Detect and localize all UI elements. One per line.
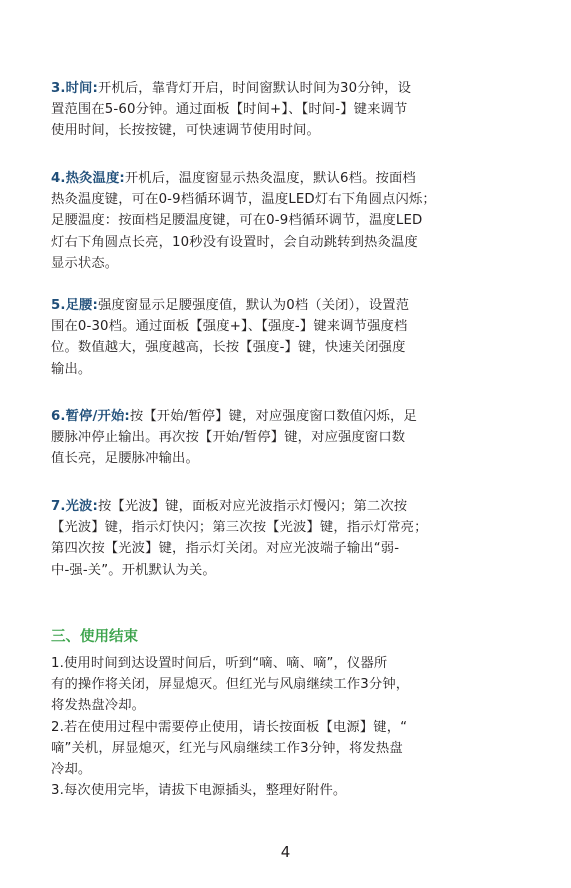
item-line: 置范围在5-60分钟。通过面板【时间+】、【时间-】键来调节 — [51, 102, 408, 118]
item-heat-temperature — [51, 168, 525, 274]
end-of-use-list — [51, 653, 525, 801]
section-title: 三、使用结束 — [51, 629, 138, 645]
item-line: 7.光波:按【光波】键，面板对应光波指示灯慢闪；第二次按 — [51, 499, 408, 514]
item-lead: 4.热灸温度: — [51, 171, 125, 186]
item-lead: 6.暂停/开始: — [51, 409, 130, 424]
item-line: 【光波】键，指示灯快闪；第三次按【光波】键，指示灯常亮； — [51, 520, 428, 536]
list-line: 将发热盘冷却。 — [51, 698, 146, 714]
item-line: 显示状态。 — [51, 255, 119, 271]
item-line: 灯右下角圆点长亮，10秒没有设置时，会自动跳转到热灸温度 — [51, 234, 418, 250]
list-line: 3.每次使用完毕，请拔下电源插头，整理好附件。 — [51, 783, 347, 799]
list-line: 有的操作将关闭，屏显熄灭。但红光与风扇继续工作3分钟， — [51, 677, 410, 693]
item-line: 使用时间，长按按键，可快速调节使用时间。 — [51, 123, 320, 139]
list-line: 冷却。 — [51, 762, 92, 778]
list-line: 2.若在使用过程中需要停止使用，请长按面板【电源】键，“ — [51, 719, 408, 735]
item-line: 位。数值越大，强度越高，长按【强度-】键，快速关闭强度 — [51, 340, 406, 356]
item-lead: 7.光波: — [51, 499, 98, 514]
item-lead: 5.足腰: — [51, 298, 98, 313]
item-line: 输出。 — [51, 361, 92, 377]
item-line: 值长亮，足腰脉冲输出。 — [51, 451, 199, 467]
item-line: 5.足腰:强度窗显示足腰强度值，默认为0档（关闭），设置范 — [51, 298, 410, 313]
item-lead: 3.时间: — [51, 81, 98, 96]
item-line: 足腰温度：按面档足腰温度键，可在0-9档循环调节，温度LED — [51, 213, 423, 229]
item-time — [51, 78, 525, 142]
page-number: 4 — [280, 843, 291, 861]
item-line: 4.热灸温度:开机后，温度窗显示热灸温度，默认6档。按面档 — [51, 171, 416, 186]
item-foot-waist — [51, 295, 525, 380]
list-line: 嘀”关机，屏显熄灭，红光与风扇继续工作3分钟，将发热盘 — [51, 740, 403, 756]
item-line: 热灸温度键，可在0-9档循环调节，温度LED灯右下角圆点闪烁； — [51, 192, 436, 208]
item-line: 3.时间:开机后，靠背灯开启，时间窗默认时间为30分钟，设 — [51, 81, 412, 96]
item-line: 6.暂停/开始:按【开始/暂停】键，对应强度窗口数值闪烁，足 — [51, 409, 417, 424]
list-line: 1.使用时间到达设置时间后，听到“嘀、嘀、嘀”，仪器所 — [51, 656, 388, 671]
item-line: 第四次按【光波】键，指示灯关闭。对应光波端子输出“弱- — [51, 541, 400, 557]
item-light-wave — [51, 496, 525, 581]
item-line: 中-强-关”。开机默认为关。 — [51, 562, 216, 578]
item-line: 腰脉冲停止输出。再次按【开始/暂停】键，对应强度窗口数 — [51, 430, 406, 446]
item-line: 围在0-30档。通过面板【强度+】、【强度-】键来调节强度档 — [51, 319, 408, 335]
item-pause-start — [51, 406, 525, 470]
